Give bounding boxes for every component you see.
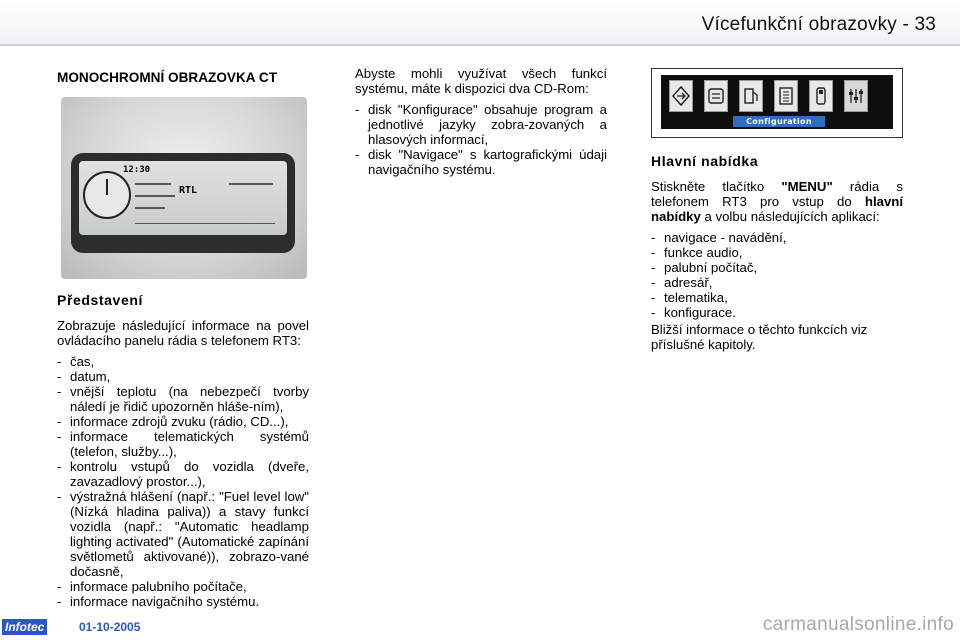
- list-item: - disk "Konfigurace" obsahuje program a jednotlivé jazyky zobra-zovaných a hlasových informací,: [355, 102, 607, 147]
- cdrom-list: [355, 102, 607, 177]
- subheading-introduction: Představení: [57, 292, 143, 308]
- page-title: Vícefunkční obrazovky - 33: [701, 14, 936, 35]
- header-divider: [0, 44, 960, 46]
- footer-brand: Infotec: [2, 619, 47, 635]
- column-middle: [355, 66, 607, 179]
- subheading-main-menu: Hlavní nabídka: [651, 153, 759, 169]
- list-item: - informace navigačního systému.: [57, 594, 309, 609]
- main-menu-term: hlavní nabídky: [651, 194, 903, 224]
- configuration-label: Configuration: [733, 116, 825, 127]
- display-bezel: [71, 153, 295, 253]
- footer-watermark: carmanualsonline.info: [762, 614, 954, 635]
- cdrom-intro: Abyste mohli využívat všech funkcí systému, máte k dispozici dva CD-Rom:: [355, 66, 607, 96]
- display-text-line: [229, 183, 273, 185]
- list-item: - navigace - navádění,: [651, 230, 903, 245]
- section-title: MONOCHROMNÍ OBRAZOVKA CT: [57, 70, 278, 85]
- para-text: a volbu následujících aplikací:: [700, 209, 880, 224]
- column-left: [57, 70, 309, 611]
- display-time: 12:30: [123, 165, 151, 175]
- list-item: - datum,: [57, 369, 309, 384]
- outro-paragraph: Bližší informace o těchto funkcích viz příslušné kapitoly.: [651, 322, 868, 352]
- directory-icon: [774, 80, 798, 112]
- display-station: RTL: [179, 185, 198, 196]
- list-item: - vnější teplotu (na nebezpečí tvorby náledí je řidič upozorněn hláše-ním),: [57, 384, 309, 414]
- clock-icon: [83, 171, 131, 219]
- intro-paragraph: Zobrazuje následující informace na povel ovládacího panelu rádia s telefonem RT3:: [57, 318, 309, 348]
- navigation-icon: [669, 80, 693, 112]
- list-item: - funkce audio,: [651, 245, 903, 260]
- page-header: [0, 0, 960, 44]
- footer-date: 01-10-2005: [79, 620, 141, 634]
- list-item: - adresář,: [651, 275, 903, 290]
- application-list: [651, 230, 903, 320]
- list-item: - telematika,: [651, 290, 903, 305]
- list-item: - disk "Navigace" s kartografickými údaji navigačního systému.: [355, 147, 607, 177]
- display-text-line: [135, 183, 171, 185]
- phone-icon: [809, 80, 833, 112]
- menu-screen-inner: [661, 75, 893, 129]
- list-item: - informace palubního počítače,: [57, 579, 309, 594]
- display-divider: [135, 223, 275, 224]
- list-item: - konfigurace.: [651, 305, 903, 320]
- list-item: - palubní počítač,: [651, 260, 903, 275]
- monochrome-screen: [79, 161, 287, 235]
- column-right: [651, 66, 903, 358]
- list-item: - informace telematických systémů (telefon, služby...),: [57, 429, 309, 459]
- dashboard-display-photo: [61, 97, 307, 279]
- para-text: Stiskněte tlačítko: [651, 179, 782, 194]
- list-item: - výstražná hlášení (např.: "Fuel level low" (Nízká hladina paliva)) a stavy funkcí vozidla (např.: "Automatic headlamp lighting activated" (Automatické zapínání světlometů aktivované)), zobrazo-vané dočasně,: [57, 489, 309, 579]
- display-text-line: [135, 207, 165, 209]
- main-menu-paragraph: [651, 179, 903, 224]
- info-list: [57, 354, 309, 609]
- display-text-line: [135, 195, 175, 197]
- list-item: - kontrolu vstupů do vozidla (dveře, zavazadlový prostor...),: [57, 459, 309, 489]
- audio-icon: [704, 80, 728, 112]
- configuration-icon: [844, 80, 868, 112]
- fuel-computer-icon: [739, 80, 763, 112]
- para-text: rádia s telefonem RT3 pro vstup do: [651, 179, 903, 209]
- menu-key-label: "MENU": [781, 179, 833, 194]
- list-item: - čas,: [57, 354, 309, 369]
- list-item: - informace zdrojů zvuku (rádio, CD...),: [57, 414, 309, 429]
- configuration-screen-image: [651, 68, 903, 138]
